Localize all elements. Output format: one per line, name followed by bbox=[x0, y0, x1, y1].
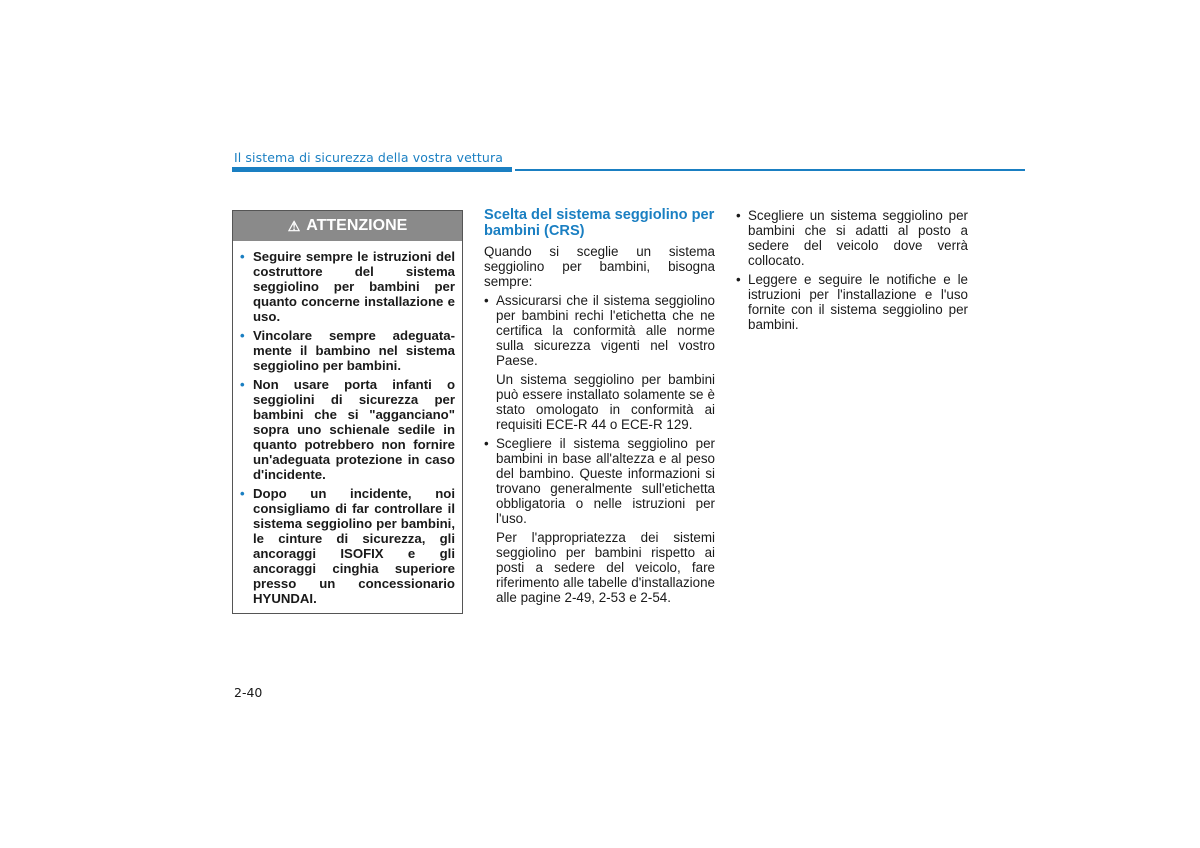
warning-box bbox=[232, 210, 463, 614]
list-item-note: Per l'appropriatezza dei sistemi seggiolino per bambini rispetto ai posti a sedere del veicolo, fare riferimento alle tabelle d'installazione alle pagine 2-49, 2-53 e 2-54. bbox=[496, 530, 715, 605]
bullet-dot: • bbox=[484, 293, 489, 308]
bullet-dot: • bbox=[240, 377, 245, 392]
header-rule-thin bbox=[515, 169, 1025, 171]
list-item-text: Leggere e seguire le notifiche e le istruzioni per l'installazione e l'uso fornite con il sistema seggiolino per bambini. bbox=[748, 272, 968, 332]
warning-item-text: Dopo un incidente, noi consigliamo di far controllare il sistema seggiolino per bambini, le cinture di sicurezza, gli ancoraggi ISOFIX e gli ancoraggi cinghia superiore presso un concessionario HYUNDAI. bbox=[253, 486, 455, 606]
bullet-dot: • bbox=[736, 272, 741, 287]
warning-item bbox=[240, 328, 455, 373]
bullet-dot: • bbox=[240, 486, 245, 501]
warning-header bbox=[233, 211, 462, 241]
bullet-dot: • bbox=[484, 436, 489, 451]
list-item-text: Scegliere un sistema seggiolino per bambini che si adatti al posto a sedere del veicolo dove verrà collocato. bbox=[748, 208, 968, 268]
section-title: Scelta del sistema seggiolino per bambini (CRS) bbox=[484, 207, 715, 239]
section-intro: Quando si sceglie un sistema seggiolino per bambini, bisogna sempre: bbox=[484, 244, 715, 289]
crs-bullet-list bbox=[484, 293, 715, 368]
page-number: 2-40 bbox=[234, 685, 263, 700]
list-item bbox=[484, 293, 715, 368]
header-rule-thick bbox=[232, 167, 512, 172]
warning-item-text: Vincolare sempre adeguatamente il bambino nel sistema seggiolino per bambini. bbox=[253, 328, 455, 373]
list-item-text: Scegliere il sistema seggiolino per bambini in base all'altezza e al peso del bambino. Queste informazioni si trovano generalmente sull'etichetta obbligatoria o nelle istruzioni per l'uso. bbox=[496, 436, 715, 526]
warning-title: ATTENZIONE bbox=[306, 217, 408, 234]
crs-bullet-list bbox=[484, 436, 715, 526]
warning-item bbox=[240, 377, 455, 482]
list-item bbox=[736, 272, 968, 332]
list-item bbox=[484, 436, 715, 526]
middle-column bbox=[484, 208, 715, 609]
right-column bbox=[736, 208, 968, 336]
crs-bullet-list bbox=[736, 208, 968, 332]
warning-triangle-icon: ⚠ bbox=[287, 218, 301, 234]
bullet-dot: • bbox=[736, 208, 741, 223]
header-title: Il sistema di sicurezza della vostra vettura bbox=[234, 150, 503, 165]
warning-item-text: Seguire sempre le istruzioni del costruttore del sistema seggiolino per bambini per quanto concerne installazione e uso. bbox=[253, 249, 455, 324]
bullet-dot: • bbox=[240, 249, 245, 264]
warning-item bbox=[240, 249, 455, 324]
list-item-note: Un sistema seggiolino per bambini può essere installato solamente se è stato omologato in conformità ai requisiti ECE-R 44 o ECE-R 129. bbox=[496, 372, 715, 432]
bullet-dot: • bbox=[240, 328, 245, 343]
warning-item-text: Non usare porta infanti o seggiolini di sicurezza per bambini che si "agganciano" sopra uno schienale sedile in quanto potrebbero non fornire un'adeguata protezione in caso d'incidente. bbox=[253, 377, 455, 482]
list-item-text: Assicurarsi che il sistema seggiolino per bambini rechi l'etichetta che ne certifica la conformità alle norme sulla sicurezza vigenti nel vostro Paese. bbox=[496, 293, 715, 368]
warning-list bbox=[233, 241, 462, 606]
list-item bbox=[736, 208, 968, 268]
warning-item bbox=[240, 486, 455, 606]
